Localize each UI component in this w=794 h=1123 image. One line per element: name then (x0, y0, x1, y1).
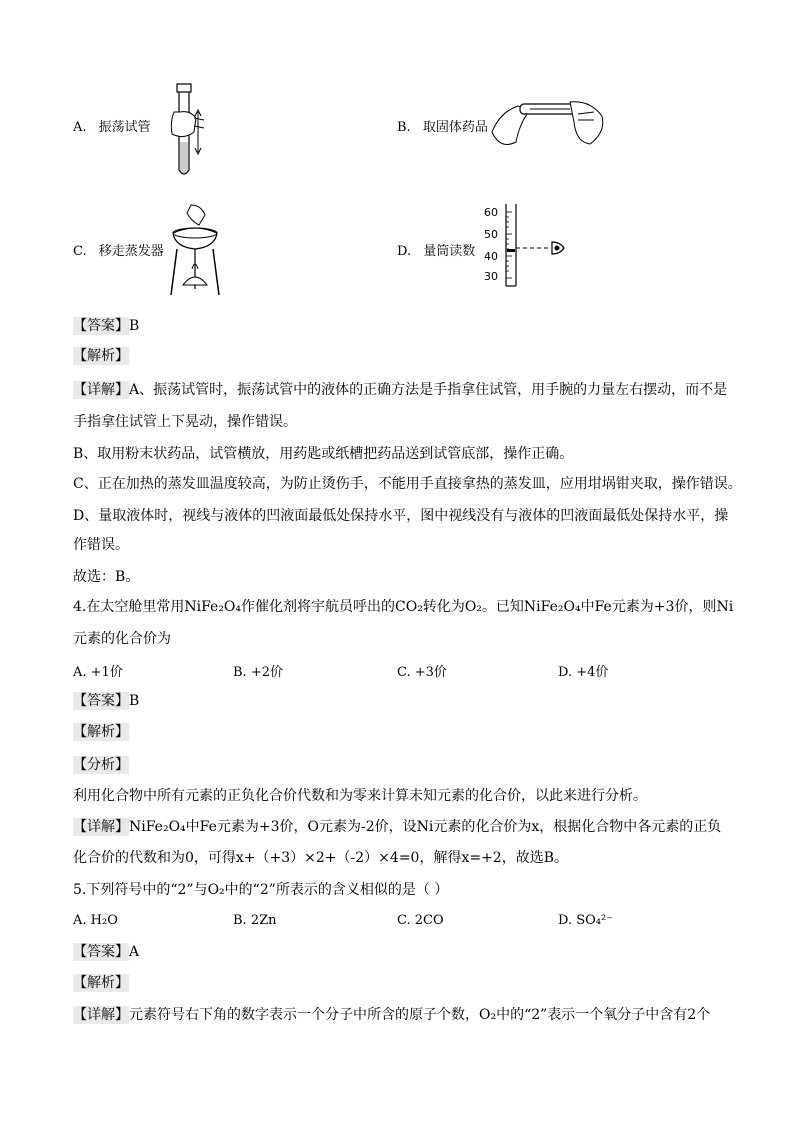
q5-stem: 5.下列符号中的“2”与O₂中的“2”所表示的含义相似的是（ ） (73, 882, 449, 898)
detail-tag: 【详解】 (73, 382, 129, 398)
q5-option-c: C. 2CO (397, 913, 444, 928)
detail-tag: 【详解】 (73, 819, 129, 835)
q5-option-b: B. 2Zn (233, 913, 277, 928)
cylinder-tick-label: 50 (484, 228, 498, 241)
option-a (73, 116, 151, 135)
option-letter: D. (397, 244, 412, 259)
q4-option-d: D. +4价 (558, 665, 609, 680)
option-d (397, 240, 475, 259)
analysis-tag: 【解析】 (73, 348, 129, 364)
answer-tag: 【答案】 (73, 693, 129, 709)
fenxi-tag: 【分析】 (73, 757, 129, 773)
q4-answer-line (73, 692, 139, 710)
q4-option-a: A. +1价 (73, 665, 123, 680)
q3-detail-line: 作错误。 (73, 537, 129, 553)
q4-detail-line: 化合价的代数和为0，可得x+（+3）×2+（-2）×4=0，解得x=+2，故选B。 (73, 850, 569, 866)
q5-answer-line (73, 943, 139, 961)
q4-option-c: C. +3价 (397, 665, 447, 680)
detail-text: A、振荡试管时，振荡试管中的液体的正确方法是手指拿住试管，用手腕的力量左右摆动，而不是 (129, 382, 728, 398)
q5-option-d: D. SO₄²⁻ (558, 913, 614, 928)
option-text: 振荡试管 (98, 120, 151, 135)
q3-detail-line: B、取用粉末状药品，试管横放，用药匙或纸槽把药品送到试管底部，操作正确。 (73, 446, 574, 462)
analysis-tag: 【解析】 (73, 975, 129, 991)
q4-detail-line (73, 818, 721, 836)
q3-conclusion: 故选：B。 (73, 569, 140, 585)
q3-answer-line (73, 317, 139, 335)
q4-stem: 元素的化合价为 (73, 631, 171, 647)
option-c (73, 240, 164, 259)
q5-detail-line (73, 1006, 710, 1024)
option-letter: C. (73, 244, 87, 259)
detail-text: 元素符号右下角的数字表示一个分子中所含的原子个数，O₂中的“2”表示一个氧分子中含有2个 (129, 1007, 711, 1023)
option-text: 移走蒸发器 (98, 244, 164, 259)
q4-fenxi-text: 利用化合物中所有元素的正负化合价代数和为零来计算未知元素的化合价，以此来进行分析。 (73, 788, 647, 804)
option-b (397, 116, 488, 135)
detail-tag: 【详解】 (73, 1007, 129, 1023)
answer-value: B (129, 693, 140, 709)
answer-tag: 【答案】 (73, 318, 129, 334)
detail-text: NiFe₂O₄中Fe元素为+3价，O元素为-2价，设Ni元素的化合价为x，根据化合物中各元素的正负 (129, 819, 722, 835)
cylinder-tick-label: 60 (484, 206, 498, 219)
q3-detail-line (73, 381, 727, 399)
analysis-tag: 【解析】 (73, 724, 129, 740)
cylinder-tick-label: 30 (484, 270, 498, 283)
q5-option-a: A. H₂O (73, 913, 118, 928)
q4-stem: 4.在太空舱里常用NiFe₂O₄作催化剂将宇航员呼出的CO₂转化为O₂。已知NiFe₂O₄中Fe元素为+3价，则Ni (73, 599, 734, 615)
answer-value: B (129, 318, 140, 334)
cylinder-tick-label: 40 (484, 250, 498, 263)
q4-analysis-line (73, 723, 129, 741)
q4-option-b: B. +2价 (233, 665, 283, 680)
option-text: 量筒读数 (423, 244, 476, 259)
take-solid-drug-illustration (490, 92, 610, 152)
graduated-cylinder-illustration (480, 202, 570, 288)
option-text: 取固体药品 (422, 120, 488, 135)
q5-analysis-line (73, 974, 129, 992)
q3-detail-line: C、正在加热的蒸发皿温度较高，为防止烫伤手，不能用手直接拿热的蒸发皿，应用坩埚钳夹取，操作错误。 (73, 476, 742, 492)
q3-analysis-line (73, 347, 129, 365)
answer-value: A (129, 944, 140, 960)
option-letter: B. (397, 120, 411, 135)
evaporating-dish-illustration (165, 203, 225, 298)
answer-tag: 【答案】 (73, 944, 129, 960)
option-letter: A. (73, 120, 87, 135)
q3-detail-line: 手指拿住试管上下晃动，操作错误。 (73, 414, 297, 430)
q3-detail-line: D、量取液体时，视线与液体的凹液面最低处保持水平，图中视线没有与液体的凹液面最低处保持水平，操 (73, 508, 729, 524)
q4-fenxi-line (73, 756, 129, 774)
shake-test-tube-illustration (160, 82, 210, 182)
